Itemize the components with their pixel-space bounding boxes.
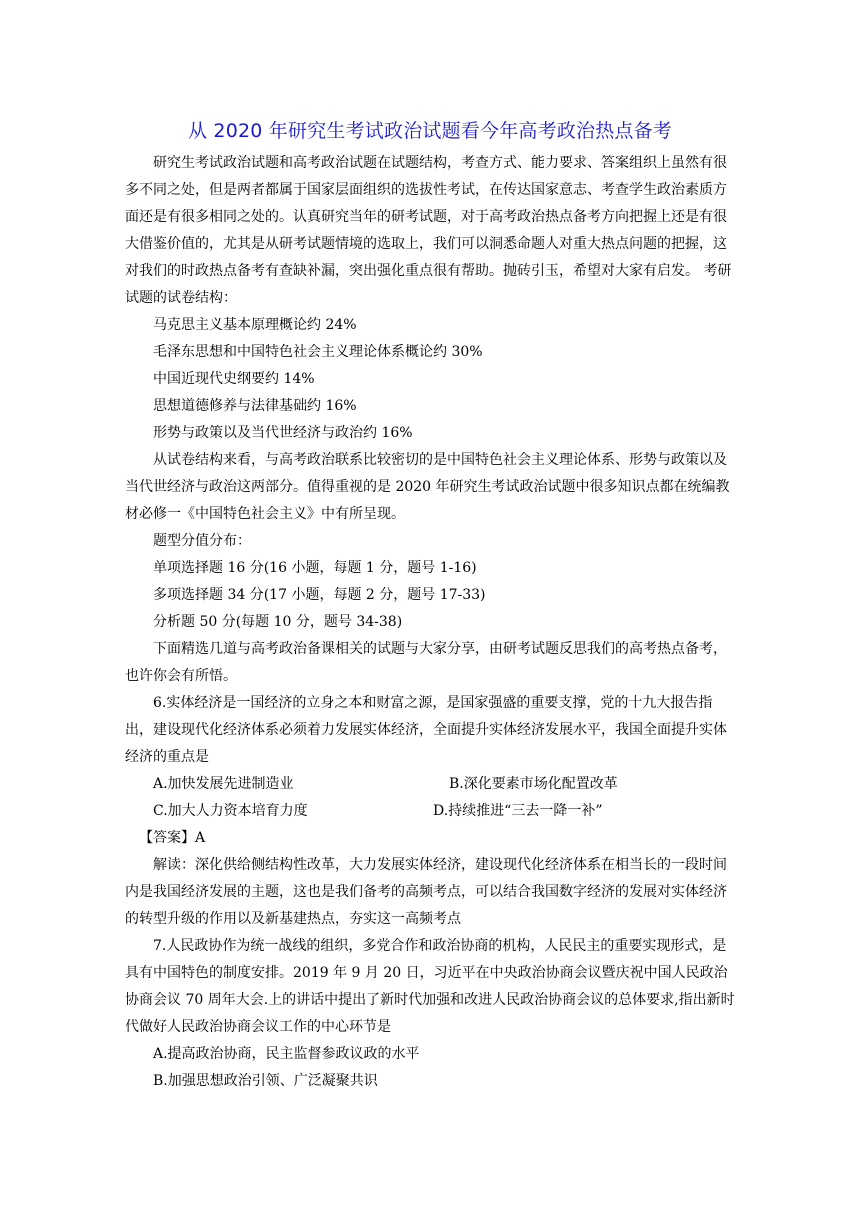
document-body: [125, 150, 737, 1095]
question-6-option-b: B.深化要素市场化配置改革: [449, 776, 618, 792]
structure-item: 马克思主义基本原理概论约 24%: [153, 317, 357, 333]
analysis-paragraph: 从试卷结构来看，与高考政治联系比较密切的是中国特色社会主义理论体系、形势与政策以及当代世经济与政治这两部分。值得重视的是 2020 年研究生考试政治试题中很多知识点都在统编教材必修一《中国特色社会主义》中有所呈现。: [125, 452, 730, 522]
structure-item: 毛泽东思想和中国特色社会主义理论体系概论约 30%: [153, 344, 483, 360]
question-6-explanation: 解读：深化供给侧结构性改革，大力发展实体经济，建设现代化经济体系在相当长的一段时间内是我国经济发展的主题，这也是我们备考的高频考点，可以结合我国数字经济的发展对实体经济的转型升级的作用以及新基建热点，夯实这一高频考点: [125, 857, 727, 927]
question-6-option-c: C.加大人力资本培育力度: [153, 803, 308, 819]
question-6-option-a: A.加快发展先进制造业: [153, 776, 294, 792]
structure-item: 思想道德修养与法律基础约 16%: [153, 398, 357, 414]
question-6-options-row-2: [125, 798, 737, 825]
share-intro-paragraph: 下面精选几道与高考政治备课相关的试题与大家分享，由研考试题反思我们的高考热点备考，也许你会有所悟。: [125, 641, 727, 684]
score-item: 单项选择题 16 分(16 小题，每题 1 分，题号 1-16): [153, 560, 477, 576]
question-6-option-d: D.持续推进“三去一降一补”: [433, 803, 603, 819]
score-heading: 题型分值分布：: [153, 533, 251, 549]
question-6-stem: 6.实体经济是一国经济的立身之本和财富之源，是国家强盛的重要支撑，党的十九大报告指出，建设现代化经济体系必须着力发展实体经济，全面提升实体经济发展水平，我国全面提升实体经济的重点是: [125, 695, 727, 765]
question-7-option-a: A.提高政治协商，民主监督参政议政的水平: [153, 1046, 420, 1062]
score-item: 多项选择题 34 分(17 小题，每题 2 分，题号 17-33): [153, 587, 486, 603]
question-6-options-row-1: [125, 771, 737, 798]
question-6-answer: 【答案】A: [139, 830, 206, 846]
intro-paragraph: 研究生考试政治试题和高考政治试题在试题结构，考查方式、能力要求、答案组织上虽然有很多不同之处，但是两者都属于国家层面组织的选拔性考试，在传达国家意志、考查学生政治素质方面还是有很多相同之处的。认真研究当年的研考试题，对于高考政治热点备考方向把握上还是有很大借鉴价值的，尤其是从研考试题情境的选取上，我们可以洞悉命题人对重大热点问题的把握，这对我们的时政热点备考有查缺补漏，突出强化重点很有帮助。抛砖引玉，希望对大家有启发。 考研试题的试卷结构：: [125, 155, 732, 306]
score-item: 分析题 50 分(每题 10 分，题号 34-38): [153, 614, 403, 630]
structure-item: 形势与政策以及当代世经济与政治约 16%: [153, 425, 413, 441]
structure-item: 中国近现代史纲要约 14%: [153, 371, 315, 387]
question-7-stem: 7.人民政协作为统一战线的组织，多党合作和政治协商的机构，人民民主的重要实现形式，是具有中国特色的制度安排。2019 年 9 月 20 日，习近平在中央政治协商会议暨庆祝中国人民政治协商会议 70 周年大会.上的讲话中提出了新时代加强和改进人民政治协商会议的总体要求,指出新时代做好人民政治协商会议工作的中心环节是: [125, 938, 735, 1035]
document-title: 从 2020 年研究生考试政治试题看今年高考政治热点备考: [187, 120, 673, 142]
question-7-option-b: B.加强思想政治引领、广泛凝聚共识: [153, 1073, 378, 1089]
